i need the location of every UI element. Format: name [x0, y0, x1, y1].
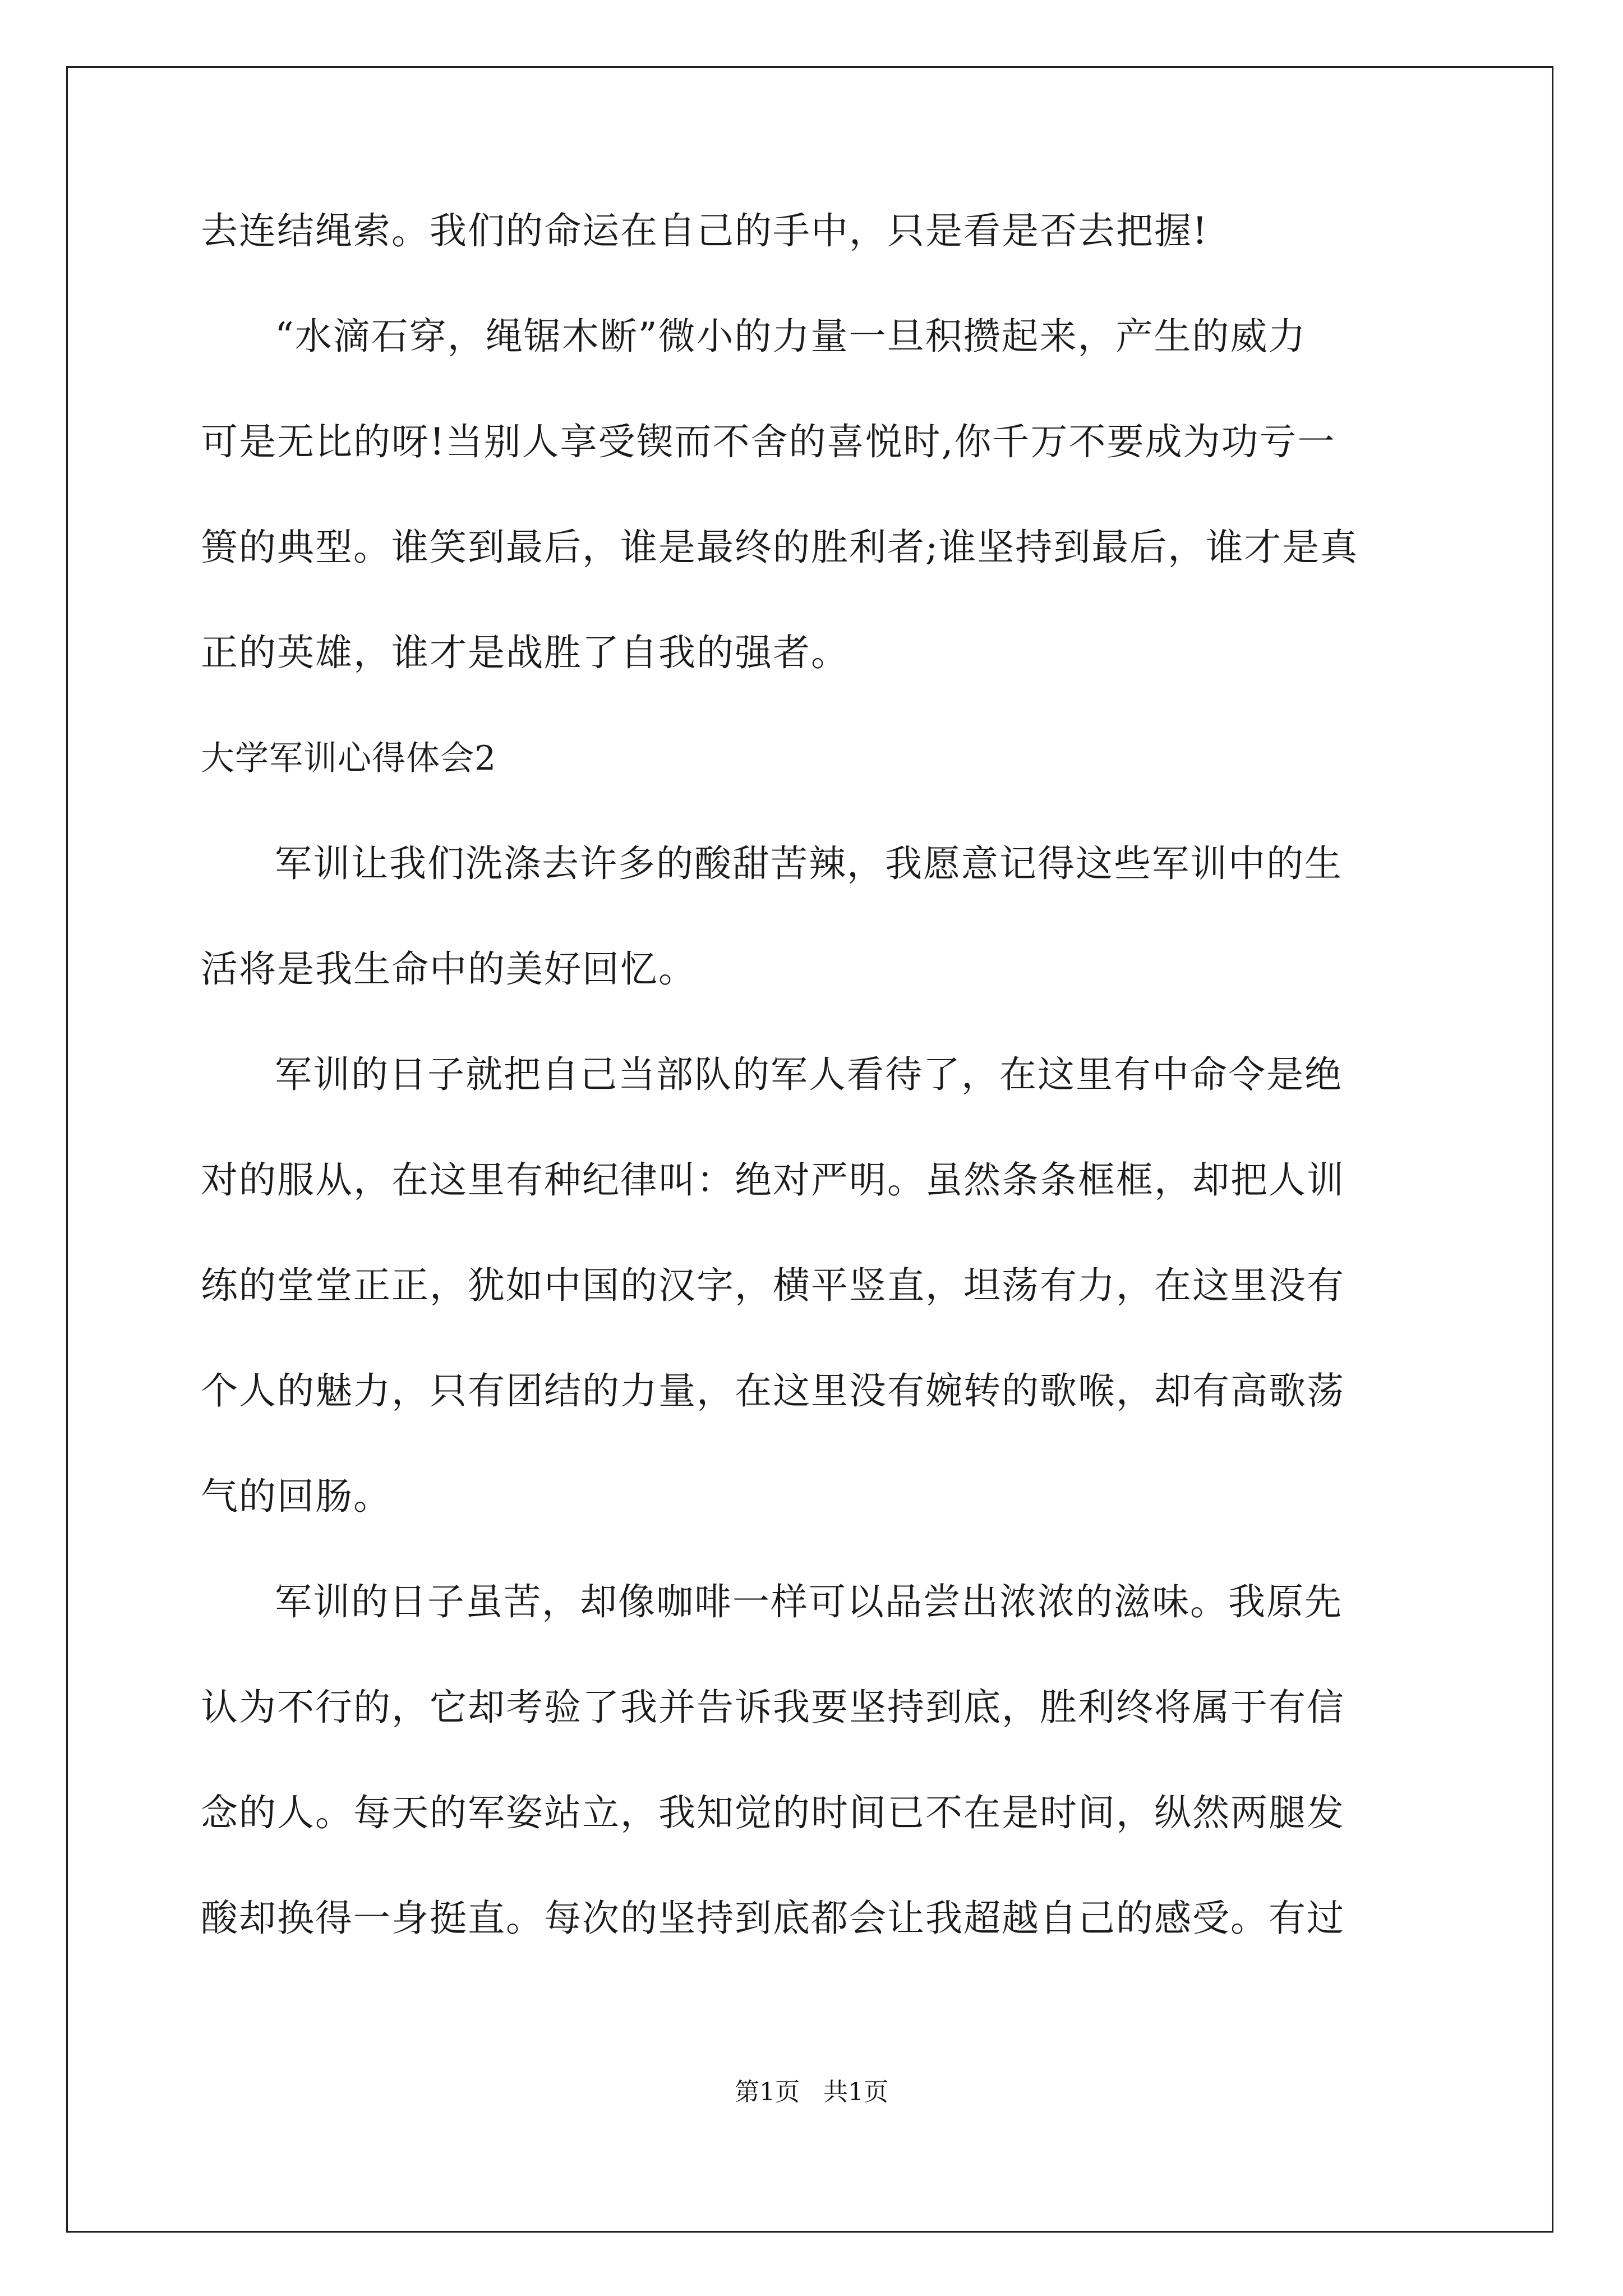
text-line: 军训的日子就把自己当部队的军人看待了，在这里有中命令是绝 [275, 1053, 1343, 1096]
text-line: 认为不行的，它却考验了我并告诉我要坚持到底，胜利终将属于有信 [201, 1686, 1345, 1729]
section-heading: 大学军训心得体会2 [201, 739, 497, 778]
text-line: 活将是我生命中的美好回忆。 [201, 947, 697, 991]
text-line: 正的英雄，谁才是战胜了自我的强者。 [201, 631, 849, 674]
text-line: 练的堂堂正正，犹如中国的汉字，横平竖直，坦荡有力，在这里没有 [201, 1264, 1345, 1307]
text-line: 酸却换得一身挺直。每次的坚持到底都会让我超越自己的感受。有过 [201, 1897, 1345, 1940]
text-line: 个人的魅力，只有团结的力量，在这里没有婉转的歌喉，却有高歌荡 [201, 1369, 1345, 1412]
text-line: 念的人。每天的军姿站立，我知觉的时间已不在是时间，纵然两腿发 [201, 1791, 1345, 1834]
text-line: 篑的典型。谁笑到最后，谁是最终的胜利者;谁坚持到最后，谁才是真 [201, 526, 1359, 569]
page-number: 第1页 [735, 2078, 800, 2106]
document-body [201, 208, 1423, 1942]
text-line: 对的服从，在这里有种纪律叫：绝对严明。虽然条条框框，却把人训 [201, 1158, 1345, 1202]
text-line: 气的回肠。 [201, 1475, 391, 1518]
text-line: 去连结绳索。我们的命运在自己的手中，只是看是否去把握! [201, 209, 1209, 252]
page-footer [0, 2076, 1623, 2109]
text-line: 军训的日子虽苦，却像咖啡一样可以品尝出浓浓的滋味。我原先 [275, 1580, 1343, 1623]
text-line: “水滴石穿，绳锯木断”微小的力量一旦积攒起来，产生的威力 [275, 315, 1307, 358]
text-line: 军训让我们洗涤去许多的酸甜苦辣，我愿意记得这些军训中的生 [275, 842, 1343, 885]
page-total: 共1页 [823, 2078, 888, 2106]
text-line: 可是无比的呀!当别人享受锲而不舍的喜悦时,你千万不要成为功亏一 [201, 420, 1336, 463]
